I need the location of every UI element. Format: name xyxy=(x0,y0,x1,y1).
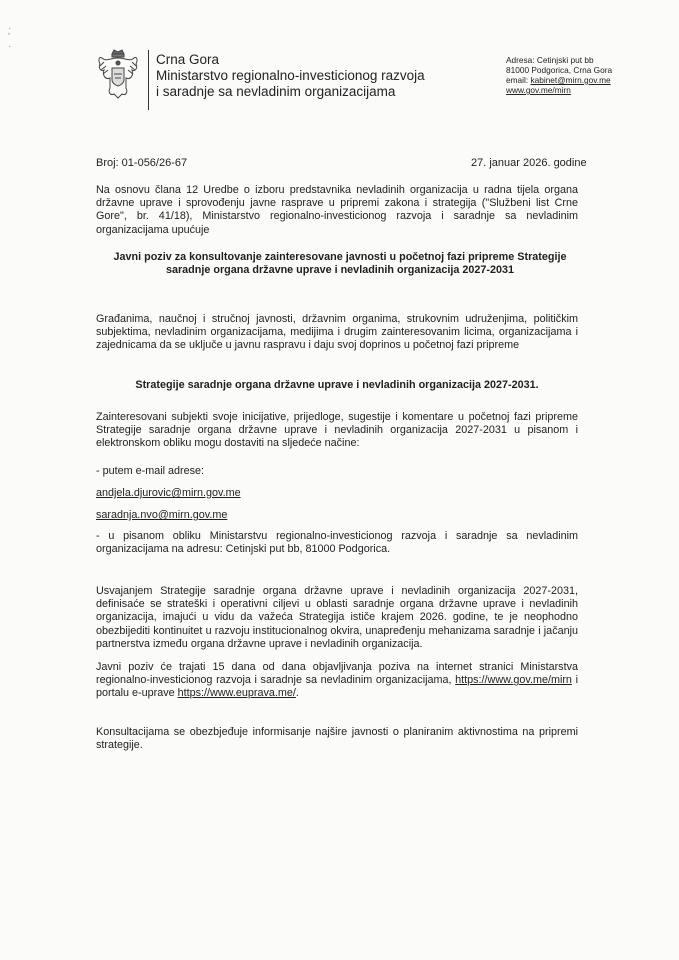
euprava-link[interactable]: https://www.euprava.me/ xyxy=(177,687,296,700)
institution-name xyxy=(156,52,425,100)
scan-mark: · ʹ · xyxy=(8,23,12,52)
closing-paragraph: Konsultacijama se obezbjeđuje informisanje najšire javnosti o planiranim aktivnostima na pripremi strategije. xyxy=(96,726,578,752)
reference-number: Broj: 01-056/26-67 xyxy=(96,157,188,169)
email-intro: - putem e-mail adrese: xyxy=(96,465,205,477)
postal-paragraph: - u pisanom obliku Ministarstvu regionalno-investicionog razvoja i saradnje sa nevladinim organizacijama na adresu: Cetinjski put bb, 81000 Podgorica. xyxy=(96,530,578,556)
institution-line-3: i saradnje sa nevladinim organizacijama xyxy=(156,84,396,99)
address-line-2: 81000 Podgorica, Crna Gora xyxy=(506,65,613,75)
duration-paragraph xyxy=(96,661,578,701)
address-block xyxy=(506,55,612,95)
adoption-paragraph: Usvajanjem Strategije saradnje organa državne uprave i nevladinih organizacija 2027-2031, definisaće se strateški i operativni ciljevi u oblasti saradnje organa državne uprave i nevladinih organizacija, imajući u vidu da važeća Strategija ističe krajem 2026. godine, te je neophodno obezbijediti kontinuitet u razvoju institucionalnog okvira, unapređenju mehanizama saradnje i jačanju partnerstva između organa državne uprave i nevladinih organizacija. xyxy=(96,585,578,650)
email-link-saradnja[interactable]: saradnja.nvo@mirn.gov.me xyxy=(96,509,228,521)
address-line-1: Adresa: Cetinjski put bb xyxy=(506,55,594,65)
address-email-link[interactable]: kabinet@mirn.gov.me xyxy=(530,75,611,85)
submit-paragraph: Zainteresovani subjekti svoje inicijative, prijedloge, sugestije i komentare u početnoj fazi pripreme Strategije saradnje organa državne uprave i nevladinih organizacija 2027-2031 u pisanom i elektronskom obliku mogu dostaviti na sljedeće načine: xyxy=(96,411,578,450)
email-link-andjela[interactable]: andjela.djurovic@mirn.gov.me xyxy=(96,487,241,499)
invite-paragraph: Građanima, naučnoj i stručnoj javnosti, državnim organima, strukovnim udruženjima, političkim subjektima, nevladinim organizacijama, medijima i drugim zainteresovanim licima, organizacijama i zajednicama da se uključe u javnu raspravu i daju svoj doprinos u početnoj fazi pripreme xyxy=(96,313,578,352)
institution-line-2: Ministarstvo regionalno-investicionog razvoja xyxy=(156,68,425,83)
duration-mid-text: i portalu e-uprave xyxy=(96,674,578,700)
header-divider xyxy=(148,50,149,110)
montenegro-coat-of-arms-icon xyxy=(96,48,140,102)
intro-paragraph: Na osnovu člana 12 Uredbe o izboru predstavnika nevladinih organizacija u radna tijela organa državne uprave i sprovođenju javne rasprave u pripremi zakona i strategija ("Službeni list Crne Gore", br. 41/18), Ministarstvo regionalno-investicionog razvoja i saradnje sa nevladinim organizacijama upućuje xyxy=(96,184,578,236)
document-date: 27. januar 2026. godine xyxy=(471,157,587,169)
gov-link[interactable]: https://www.gov.me/mirn xyxy=(455,674,572,687)
call-title: Javni poziv za konsultovanje zainteresovane javnosti u početnoj fazi pripreme Strategije saradnje organa državne uprave i nevladinih organizacija 2027-2031 xyxy=(113,251,567,277)
duration-text: Javni poziv će trajati 15 dana od dana objavljivanja poziva na internet stranici Ministarstva regionalno-investicionog razvoja i saradnje sa nevladinim organizacijama, xyxy=(96,661,578,687)
address-email-row xyxy=(506,75,612,85)
address-web-link[interactable]: www.gov.me/mirn xyxy=(506,85,571,95)
institution-line-1: Crna Gora xyxy=(156,52,220,67)
duration-end-text: . xyxy=(295,687,299,700)
address-email-label: email: xyxy=(506,75,531,85)
strategy-subtitle: Strategije saradnje organa državne uprave i nevladinih organizacija 2027-2031. xyxy=(135,379,539,391)
